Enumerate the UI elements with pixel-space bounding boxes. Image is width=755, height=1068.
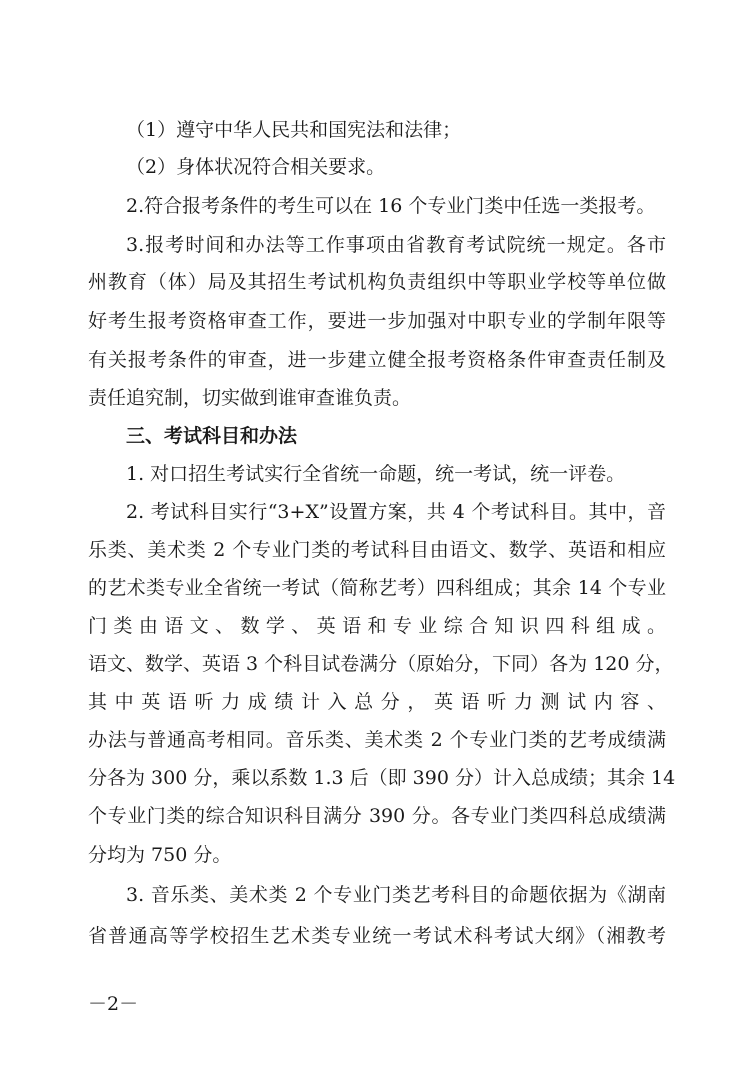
paragraph-line-22: 省普通高等学校招生艺术类专业统一考试术科考试大纲》（湘教考: [88, 925, 666, 947]
paragraph-line-20: 分均为 750 分。: [88, 844, 232, 866]
paragraph-line-15: 语文、数学、英语 3 个科目试卷满分（原始分，下同）各为 120 分，: [88, 653, 674, 675]
paragraph-line-19: 个专业门类的综合知识科目满分 390 分。各专业门类四科总成绩满: [88, 805, 666, 827]
paragraph-line-11: 2. 考试科目实行“3+X”设置方案，共 4 个考试科目。其中，音: [126, 501, 666, 523]
paragraph-line-5: 州教育（体）局及其招生考试机构负责组织中等职业学校等单位做: [88, 271, 666, 293]
paragraph-line-16: 其中英语听力成绩计入总分，英语听力测试内容、: [88, 691, 666, 713]
paragraph-line-7: 有关报考条件的审查，进一步建立健全报考资格条件审查责任制及: [88, 349, 666, 371]
page-number: －2－: [88, 993, 139, 1015]
paragraph-line-3: 2.符合报考条件的考生可以在 16 个专业门类中任选一类报考。: [126, 195, 656, 217]
paragraph-line-10: 1. 对口招生考试实行全省统一命题，统一考试，统一评卷。: [126, 463, 626, 485]
paragraph-line-4: 3.报考时间和办法等工作事项由省教育考试院统一规定。各市: [126, 234, 666, 256]
paragraph-line-14: 门类由语文、数学、英语和专业综合知识四科组成。: [88, 615, 666, 637]
paragraph-line-6: 好考生报考资格审查工作，要进一步加强对中职专业的学制年限等: [88, 310, 666, 332]
paragraph-line-18: 分各为 300 分，乘以系数 1.3 后（即 390 分）计入总成绩；其余 14: [88, 767, 676, 789]
paragraph-line-8: 责任追究制，切实做到谁审查谁负责。: [88, 387, 412, 409]
paragraph-line-1: （1）遵守中华人民共和国宪法和法律；: [126, 119, 462, 141]
paragraph-line-12: 乐类、美术类 2 个专业门类的考试科目由语文、数学、英语和相应: [88, 539, 666, 561]
section-heading: 三、考试科目和办法: [126, 425, 298, 447]
paragraph-line-2: （2）身体状况符合相关要求。: [126, 156, 386, 178]
paragraph-line-21: 3. 音乐类、美术类 2 个专业门类艺考科目的命题依据为《湖南: [126, 884, 666, 906]
paragraph-line-13: 的艺术类专业全省统一考试（简称艺考）四科组成；其余 14 个专业: [88, 577, 666, 599]
paragraph-line-17: 办法与普通高考相同。音乐类、美术类 2 个专业门类的艺考成绩满: [88, 729, 666, 751]
